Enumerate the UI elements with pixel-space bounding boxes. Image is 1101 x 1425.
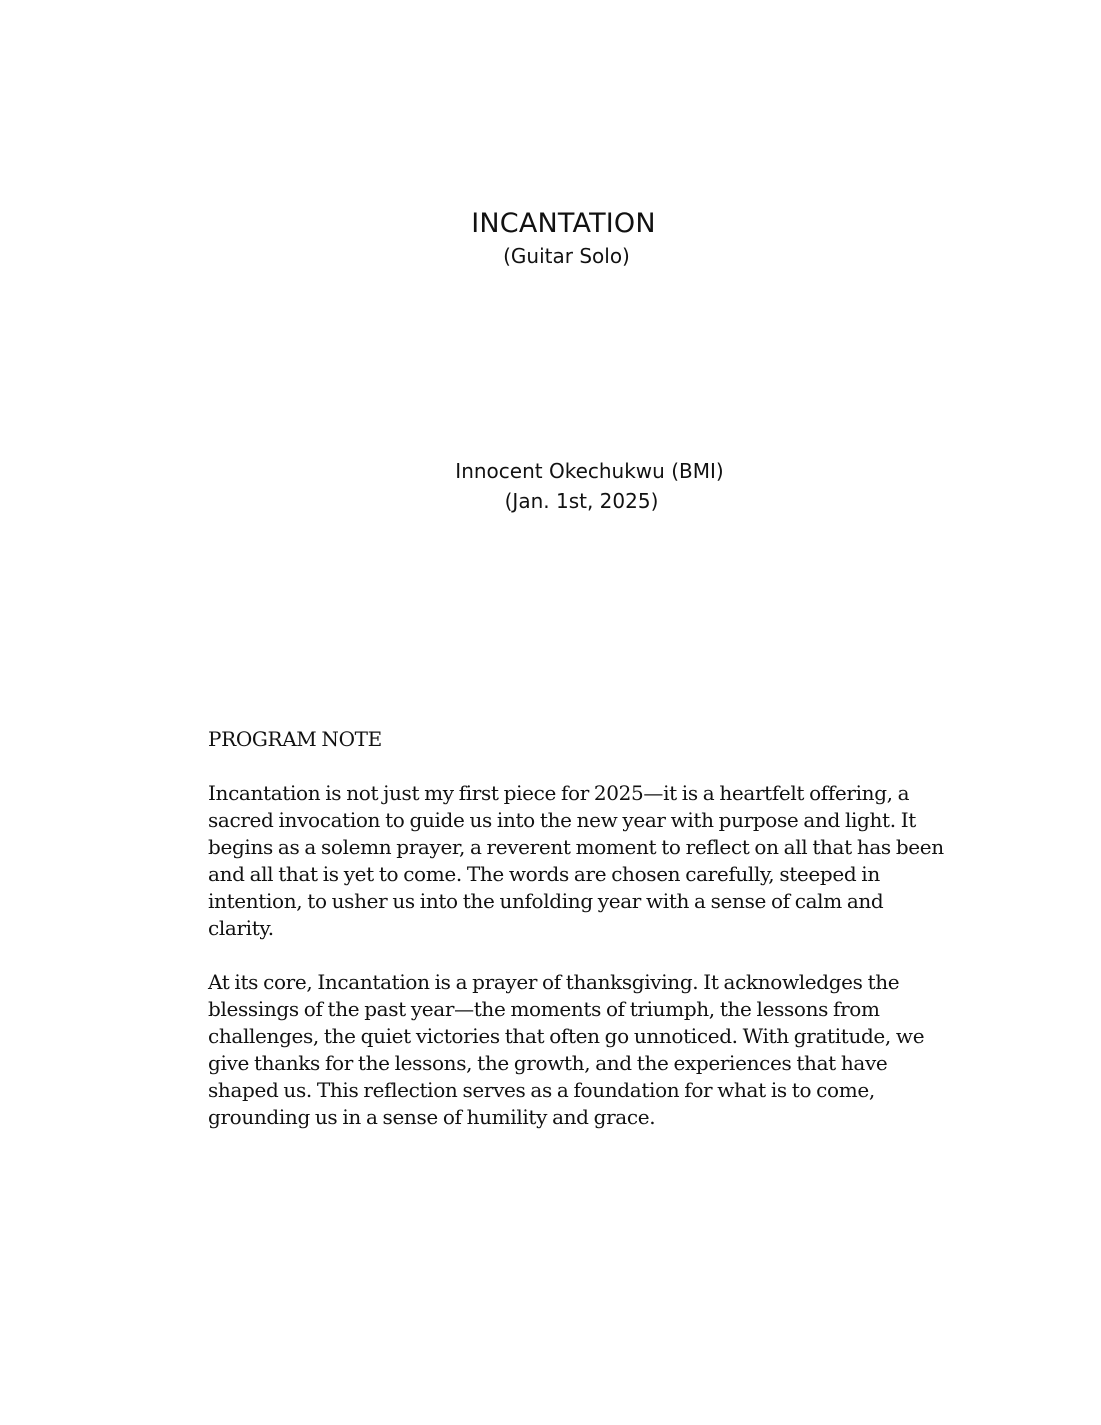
- program-note-heading: PROGRAM NOTE: [208, 727, 382, 751]
- title-block: [0, 206, 1101, 270]
- page-subtitle: (Guitar Solo): [503, 244, 630, 268]
- composer-block: [0, 456, 1101, 516]
- program-note-paragraph: At its core, Incantation is a prayer of thanksgiving. It acknowledges the blessings of the past year—the moments of triumph, the lessons from challenges, the quiet victories that often go unnoticed. With gratitude, we give thanks for the lessons, the growth, and the experiences that have shaped us. This reflection serves as a foundation for what is to come, grounding us in a sense of humility and grace.: [208, 970, 925, 1129]
- program-note-paragraph: Incantation is not just my first piece for 2025—it is a heartfelt offering, a sacred invocation to guide us into the new year with purpose and light. It begins as a solemn prayer, a reverent moment to reflect on all that has been and all that is yet to come. The words are chosen carefully, steeped in intention, to usher us into the unfolding year with a sense of calm and clarity.: [208, 781, 944, 940]
- composer-name: Innocent Okechukwu (BMI): [455, 459, 724, 483]
- composition-date: (Jan. 1st, 2025): [504, 489, 659, 513]
- page-title: INCANTATION: [471, 208, 656, 239]
- program-note: [208, 726, 948, 1158]
